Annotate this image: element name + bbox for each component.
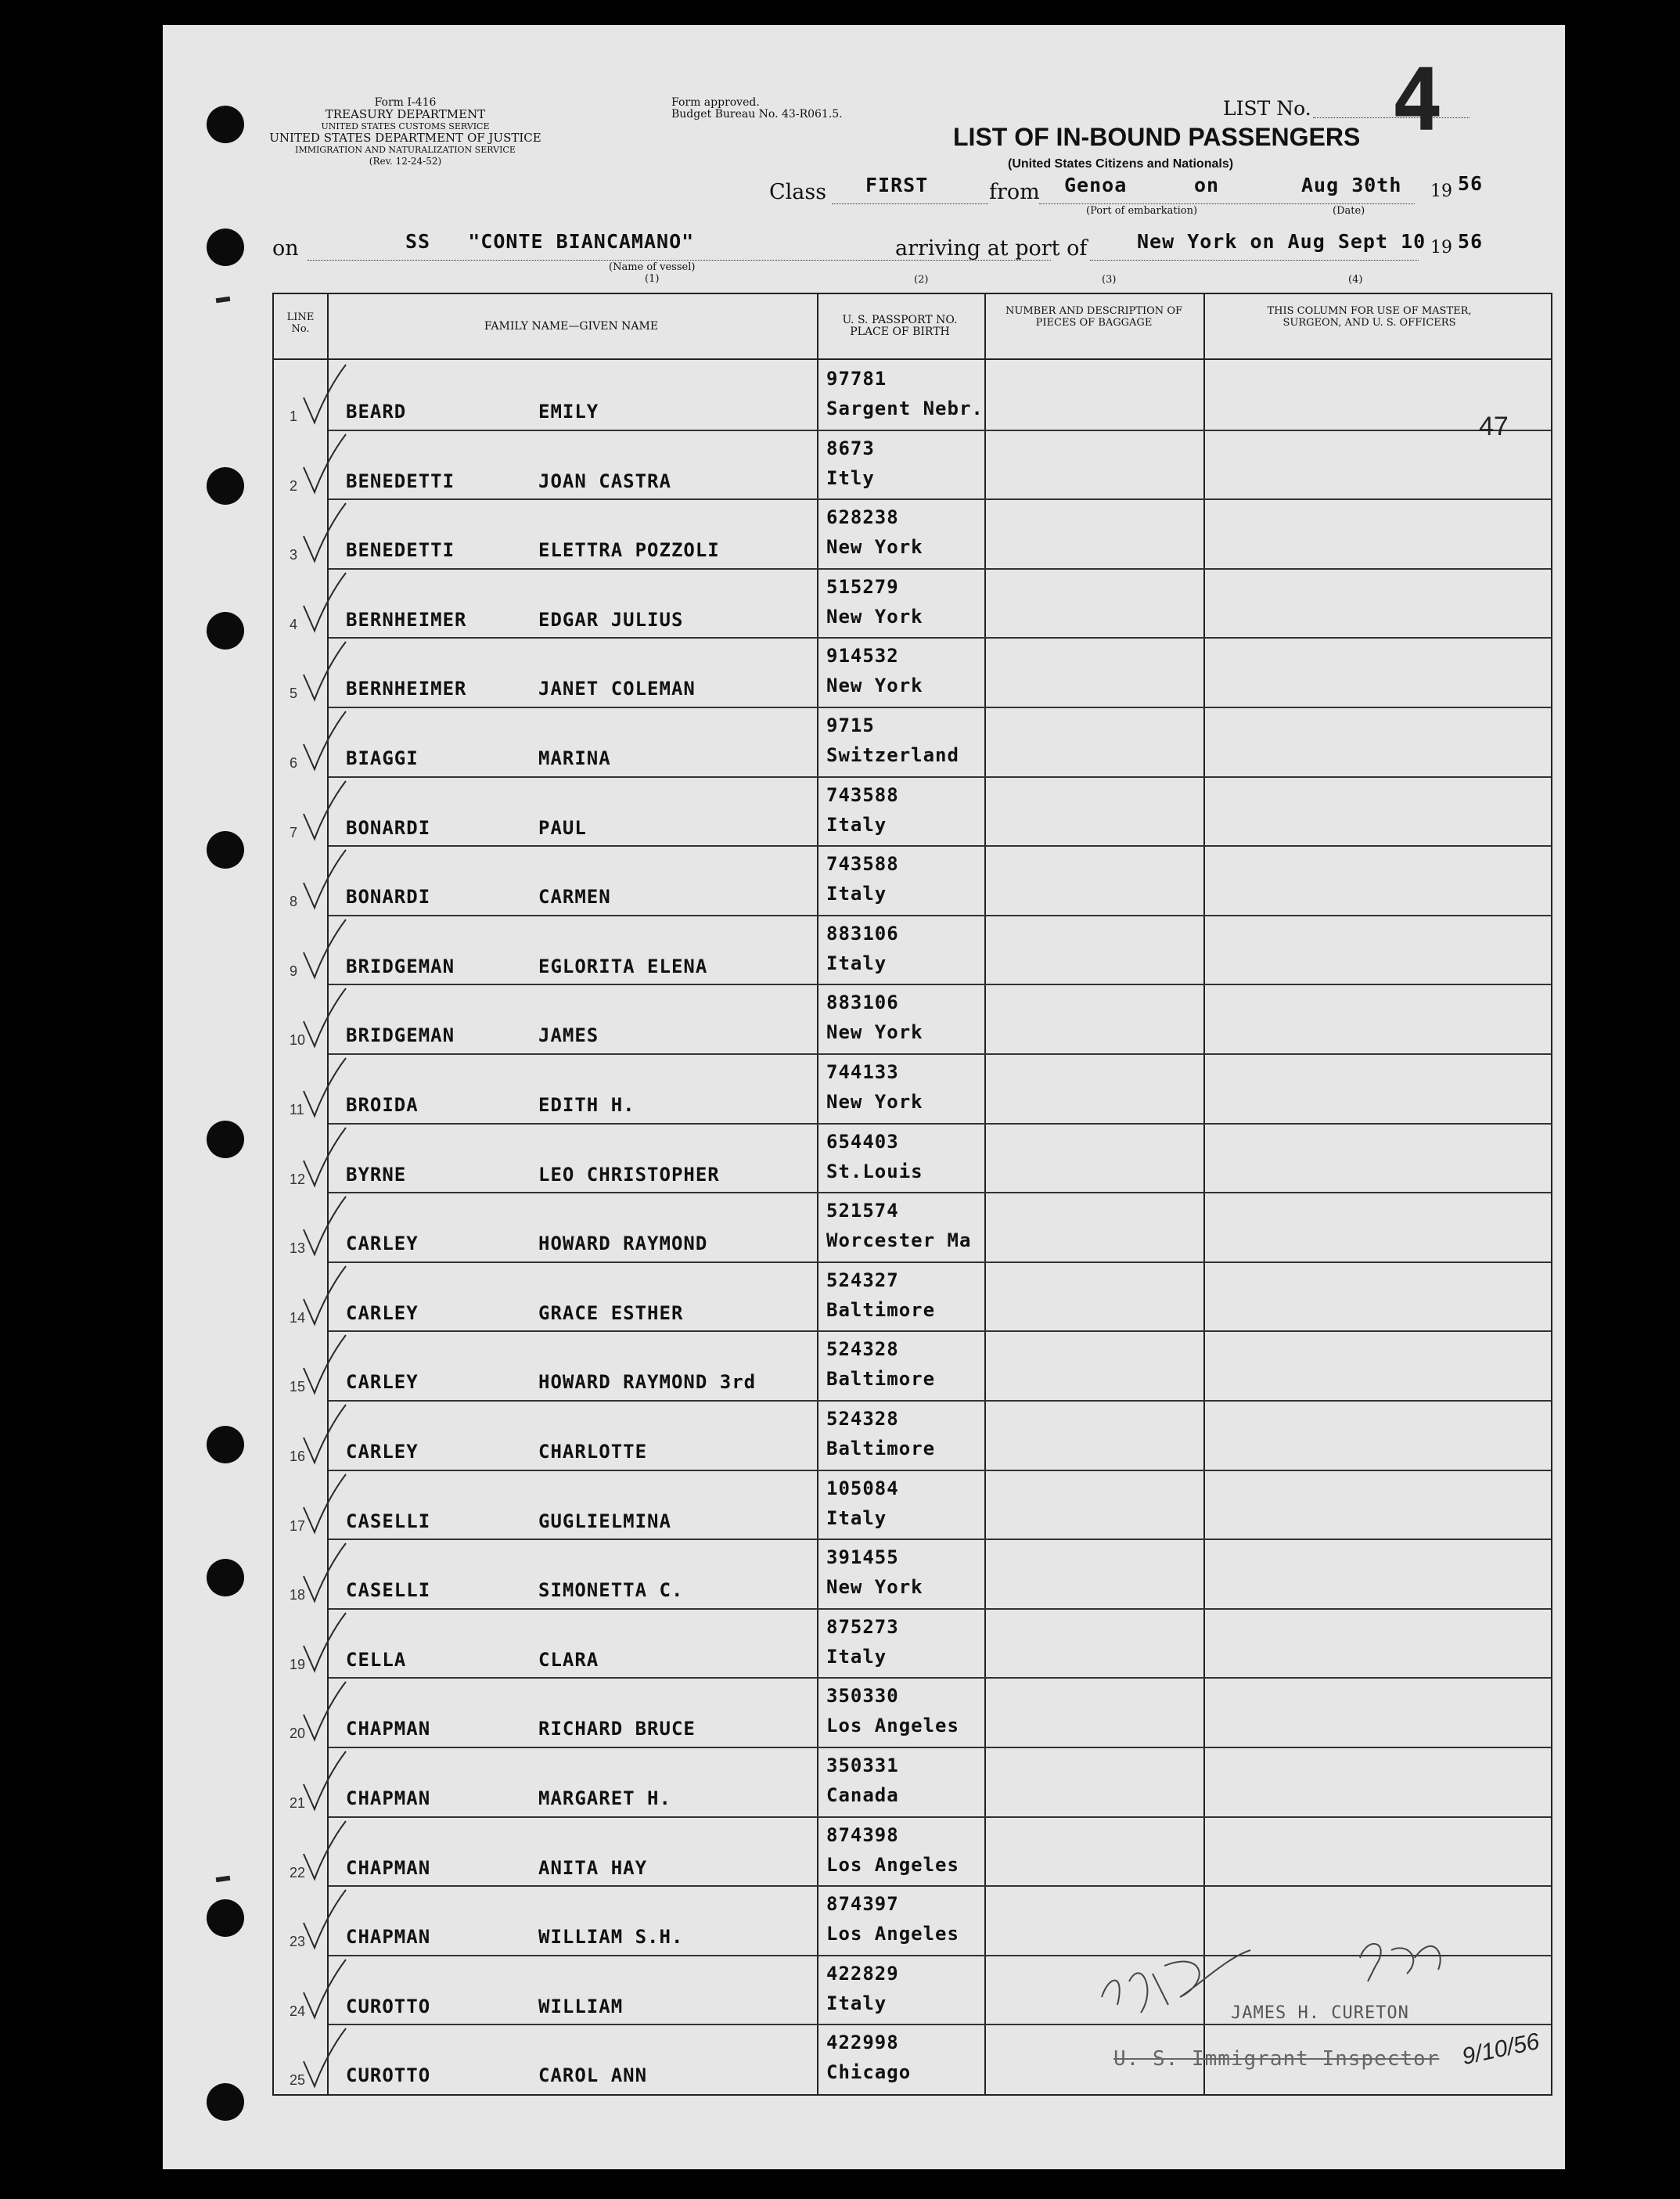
line-number: 23 <box>290 1934 306 1950</box>
place-of-birth: Italy <box>826 1506 887 1529</box>
family-name: CHAPMAN <box>346 1787 431 1809</box>
place-of-birth: New York <box>826 1091 923 1113</box>
date-caption: (Date) <box>1333 205 1365 217</box>
class-label: Class <box>769 180 827 204</box>
given-name: HOWARD RAYMOND <box>538 1233 708 1255</box>
place-of-birth: New York <box>826 1576 923 1599</box>
place-of-birth: Italy <box>826 1645 887 1668</box>
row-rule <box>329 915 1551 916</box>
check-mark <box>297 1675 352 1746</box>
passport-number: 350330 <box>826 1685 899 1708</box>
family-name: CASELLI <box>346 1510 431 1532</box>
passport-number: 743588 <box>826 853 899 876</box>
row-rule <box>329 1747 1551 1748</box>
passport-number: 654403 <box>826 1130 899 1153</box>
family-name: CASELLI <box>346 1579 431 1602</box>
col2-caption: (2) <box>914 274 929 286</box>
given-name: MARINA <box>538 747 611 769</box>
passport-number: 524327 <box>826 1269 899 1291</box>
row-rule <box>329 1816 1551 1818</box>
manifest-page <box>163 25 1565 2169</box>
binder-hole <box>207 1121 244 1158</box>
class-line <box>832 203 988 204</box>
justice-label: UNITED STATES DEPARTMENT OF JUSTICE <box>269 131 541 145</box>
list-title: LIST OF IN-BOUND PASSENGERS <box>953 123 1361 151</box>
budget-bureau: Budget Bureau No. 43-R061.5. <box>671 108 843 121</box>
family-name: BONARDI <box>346 816 431 839</box>
line-number: 22 <box>290 1864 306 1880</box>
approval-block <box>671 97 843 121</box>
arrival-line <box>1090 260 1419 261</box>
handwritten-scrawl <box>1094 1927 1470 2052</box>
check-mark <box>297 1398 352 1469</box>
passenger-count: 47 <box>1479 412 1509 441</box>
passport-number: 914532 <box>826 645 899 668</box>
passport-number: 874398 <box>826 1823 899 1846</box>
row-rule <box>329 1053 1551 1055</box>
passport-number: 524328 <box>826 1408 899 1430</box>
passport-number: 744133 <box>826 1061 899 1083</box>
family-name: BRIDGEMAN <box>346 955 455 977</box>
family-name: CARLEY <box>346 1233 419 1255</box>
line-number: 19 <box>290 1656 306 1672</box>
line-number: 2 <box>290 477 298 494</box>
line-number: 16 <box>290 1449 306 1464</box>
given-name: WILLIAM <box>538 1995 624 2017</box>
check-mark <box>297 1745 352 1816</box>
embarkation-port: Genoa <box>1064 174 1128 196</box>
passport-number: 350331 <box>826 1755 899 1776</box>
row-rule <box>329 1885 1551 1887</box>
year-prefix: 19 <box>1430 182 1452 201</box>
row-rule <box>329 1192 1551 1193</box>
given-name: GRACE ESTHER <box>538 1301 684 1324</box>
binder-hole <box>207 1559 244 1596</box>
line-number: 9 <box>290 963 298 979</box>
col-divider <box>1203 294 1205 2094</box>
col-header-name: FAMILY NAME—GIVEN NAME <box>484 320 659 333</box>
passport-number: 743588 <box>826 783 899 806</box>
vessel-caption <box>609 261 695 285</box>
line-number: 18 <box>290 1587 306 1603</box>
place-of-birth: Italy <box>826 883 887 905</box>
check-mark <box>297 635 352 706</box>
class-value: FIRST <box>865 174 929 196</box>
given-name: CAROL ANN <box>538 2064 648 2087</box>
line-number: 21 <box>290 1795 306 1811</box>
row-rule <box>329 1261 1551 1263</box>
col3-caption: (3) <box>1102 274 1117 286</box>
line-number: 10 <box>290 1032 306 1049</box>
line-number: 7 <box>290 824 298 840</box>
row-rule <box>329 984 1551 985</box>
binder-hole <box>207 106 244 143</box>
place-of-birth: Italy <box>826 952 887 974</box>
inspector-stamp-title: U. S. Immigrant Inspector <box>1113 2047 1440 2071</box>
from-line <box>1039 203 1415 204</box>
col-header-baggage: NUMBER AND DESCRIPTION OF PIECES OF BAGGAGE <box>1005 305 1182 329</box>
family-name: BYRNE <box>346 1163 407 1186</box>
row-rule <box>329 568 1551 570</box>
line-number: 1 <box>290 408 298 424</box>
passport-number: 883106 <box>826 922 899 945</box>
check-mark <box>297 1052 352 1122</box>
arriving-label: arriving at port of <box>895 236 1088 261</box>
line-number: 15 <box>290 1379 306 1395</box>
family-name: BROIDA <box>346 1094 419 1116</box>
arrival-port-date: New York on Aug Sept 10 <box>1137 230 1426 253</box>
row-rule <box>329 845 1551 847</box>
binder-tick <box>216 297 231 303</box>
line-number: 25 <box>290 2072 306 2089</box>
list-number: 4 <box>1391 50 1444 150</box>
vessel-caption-text: (Name of vessel) <box>609 261 696 273</box>
given-name: SIMONETTA C. <box>538 1579 684 1602</box>
row-rule <box>329 637 1551 639</box>
passport-number: 105084 <box>826 1477 899 1499</box>
family-name: CARLEY <box>346 1371 419 1394</box>
place-of-birth: Los Angeles <box>826 1923 959 1945</box>
check-mark <box>297 705 352 776</box>
row-rule <box>329 1677 1551 1679</box>
place-of-birth: Italy <box>826 813 887 836</box>
revision-label: (Rev. 12-24-52) <box>369 156 442 167</box>
row-rule <box>329 776 1551 778</box>
given-name: RICHARD BRUCE <box>538 1718 696 1740</box>
vessel-col-no: (1) <box>645 273 660 285</box>
given-name: WILLIAM S.H. <box>538 1926 684 1949</box>
check-mark <box>297 982 352 1053</box>
line-number: 11 <box>290 1102 304 1117</box>
line-number: 20 <box>290 1726 306 1742</box>
check-mark <box>297 2022 352 2093</box>
given-name: ANITA HAY <box>538 1856 648 1879</box>
row-rule <box>329 1470 1551 1471</box>
place-of-birth: Los Angeles <box>826 1853 959 1876</box>
family-name: CARLEY <box>346 1441 419 1463</box>
check-mark <box>297 1190 352 1261</box>
given-name: HOWARD RAYMOND 3rd <box>538 1371 757 1394</box>
family-name: BIAGGI <box>346 747 419 769</box>
line-number: 24 <box>290 2003 306 2019</box>
family-name: CHAPMAN <box>346 1718 431 1740</box>
arrival-year-prefix: 19 <box>1430 238 1452 257</box>
family-name: CARLEY <box>346 1301 419 1324</box>
family-name: CHAPMAN <box>346 1926 431 1949</box>
check-mark <box>297 567 352 637</box>
passport-number: 524328 <box>826 1338 899 1361</box>
given-name: JAMES <box>538 1024 599 1047</box>
vessel-on-label: on <box>272 236 299 261</box>
on-label-typed: on <box>1194 174 1220 196</box>
check-mark <box>297 913 352 984</box>
passport-number: 515279 <box>826 575 899 598</box>
line-number: 12 <box>290 1171 306 1187</box>
place-of-birth: Baltimore <box>826 1368 936 1391</box>
check-mark <box>297 1329 352 1399</box>
given-name: GUGLIELMINA <box>538 1510 671 1532</box>
family-name: BENEDETTI <box>346 470 455 492</box>
check-mark <box>297 1121 352 1192</box>
check-mark <box>297 1953 352 2024</box>
col-header-line-no: LINE No. <box>286 311 315 335</box>
col-header-passport: U. S. PASSPORT NO. PLACE OF BIRTH <box>842 314 958 338</box>
place-of-birth: Switzerland <box>826 744 959 766</box>
handwritten-date: 9/10/56 <box>1459 2028 1542 2071</box>
place-of-birth: Italy <box>826 1992 887 2014</box>
place-of-birth: Baltimore <box>826 1298 936 1321</box>
family-name: BRIDGEMAN <box>346 1024 455 1047</box>
check-mark <box>297 1815 352 1885</box>
line-number: 14 <box>290 1309 306 1326</box>
from-label: from <box>989 180 1040 204</box>
family-name: CUROTTO <box>346 2064 431 2087</box>
place-of-birth: New York <box>826 605 923 628</box>
binder-tick <box>216 1876 231 1882</box>
place-of-birth: New York <box>826 1021 923 1044</box>
binder-hole <box>207 1426 244 1463</box>
row-rule <box>329 707 1551 708</box>
form-agency-block <box>264 97 546 167</box>
place-of-birth: Canada <box>826 1784 899 1806</box>
passport-number: 628238 <box>826 506 899 529</box>
row-rule <box>329 1330 1551 1332</box>
check-mark <box>297 1468 352 1539</box>
given-name: EMILY <box>538 401 599 423</box>
place-of-birth: Itly <box>826 466 875 489</box>
check-mark <box>297 1537 352 1607</box>
line-number: 5 <box>290 686 298 702</box>
line-number: 3 <box>290 547 298 563</box>
passport-number: 97781 <box>826 368 887 390</box>
passport-number: 521574 <box>826 1200 899 1222</box>
col-header-officers: THIS COLUMN FOR USE OF MASTER, SURGEON, AND U. S. OFFICERS <box>1267 305 1472 329</box>
check-mark <box>297 775 352 845</box>
passport-number: 875273 <box>826 1615 899 1638</box>
binder-hole <box>207 612 244 650</box>
passport-number: 422998 <box>826 2032 899 2054</box>
place-of-birth: New York <box>826 675 923 697</box>
place-of-birth: Worcester Ma <box>826 1229 972 1252</box>
given-name: EDGAR JULIUS <box>538 608 684 631</box>
given-name: JANET COLEMAN <box>538 678 696 700</box>
line-number: 6 <box>290 755 298 771</box>
row-rule <box>329 1539 1551 1540</box>
form-number: Form I-416 <box>374 96 437 109</box>
arrival-year: 56 <box>1458 230 1484 253</box>
row-rule <box>329 430 1551 431</box>
check-mark <box>297 1260 352 1330</box>
embarkation-date: Aug 30th <box>1301 174 1402 196</box>
ins-label: IMMIGRATION AND NATURALIZATION SERVICE <box>295 145 516 155</box>
customs-label: UNITED STATES CUSTOMS SERVICE <box>321 121 490 131</box>
check-mark <box>297 358 352 429</box>
place-of-birth: St.Louis <box>826 1160 923 1182</box>
place-of-birth: Sargent Nebr. <box>826 398 984 419</box>
list-no-label: LIST No. <box>1223 97 1311 120</box>
binder-hole <box>207 2083 244 2121</box>
place-of-birth: Chicago <box>826 2061 912 2084</box>
given-name: LEO CHRISTOPHER <box>538 1163 720 1186</box>
row-rule <box>329 1123 1551 1125</box>
given-name: JOAN CASTRA <box>538 470 671 492</box>
passport-number: 883106 <box>826 992 899 1014</box>
check-mark <box>297 1607 352 1677</box>
port-caption: (Port of embarkation) <box>1086 205 1198 217</box>
col-divider <box>817 294 818 2094</box>
given-name: CHARLOTTE <box>538 1441 648 1463</box>
given-name: PAUL <box>538 816 587 839</box>
row-rule <box>329 1608 1551 1610</box>
given-name: CARMEN <box>538 886 611 909</box>
given-name: EDITH H. <box>538 1094 635 1116</box>
place-of-birth: New York <box>826 536 923 559</box>
check-mark <box>297 1884 352 1954</box>
family-name: BENEDETTI <box>346 539 455 562</box>
given-name: EGLORITA ELENA <box>538 955 708 977</box>
treasury-label: TREASURY DEPARTMENT <box>325 107 486 121</box>
family-name: BERNHEIMER <box>346 608 467 631</box>
line-number: 13 <box>290 1240 306 1257</box>
given-name: CLARA <box>538 1648 599 1671</box>
family-name: CHAPMAN <box>346 1856 431 1879</box>
given-name: MARGARET H. <box>538 1787 671 1809</box>
check-mark <box>297 497 352 567</box>
header-rule <box>274 358 1551 360</box>
form-approved: Form approved. <box>671 96 760 109</box>
line-number: 4 <box>290 616 298 632</box>
family-name: CUROTTO <box>346 1995 431 2017</box>
family-name: BERNHEIMER <box>346 678 467 700</box>
passport-number: 391455 <box>826 1546 899 1569</box>
binder-hole <box>207 229 244 266</box>
place-of-birth: Baltimore <box>826 1438 936 1459</box>
vessel-name: SS "CONTE BIANCAMANO" <box>405 230 695 253</box>
row-rule <box>329 1400 1551 1402</box>
passport-number: 9715 <box>826 714 875 736</box>
passport-number: 874397 <box>826 1893 899 1916</box>
family-name: BEARD <box>346 401 407 423</box>
place-of-birth: Los Angeles <box>826 1715 959 1737</box>
binder-hole <box>207 467 244 505</box>
line-number: 8 <box>290 894 298 910</box>
col4-caption: (4) <box>1348 274 1363 286</box>
check-mark <box>297 844 352 914</box>
given-name: ELETTRA POZZOLI <box>538 539 720 562</box>
binder-hole <box>207 831 244 869</box>
year-value: 56 <box>1458 172 1484 195</box>
row-rule <box>329 498 1551 500</box>
passport-number: 422829 <box>826 1962 899 1985</box>
line-number: 17 <box>290 1517 306 1534</box>
list-subtitle: (United States Citizens and Nationals) <box>1008 157 1234 171</box>
col-divider <box>984 294 986 2094</box>
passport-number: 8673 <box>826 437 875 459</box>
check-mark <box>297 428 352 498</box>
passenger-table <box>272 293 1552 2096</box>
family-name: BONARDI <box>346 886 431 909</box>
binder-hole <box>207 1899 244 1937</box>
family-name: CELLA <box>346 1648 407 1671</box>
inspector-stamp-name: JAMES H. CURETON <box>1231 2003 1409 2023</box>
